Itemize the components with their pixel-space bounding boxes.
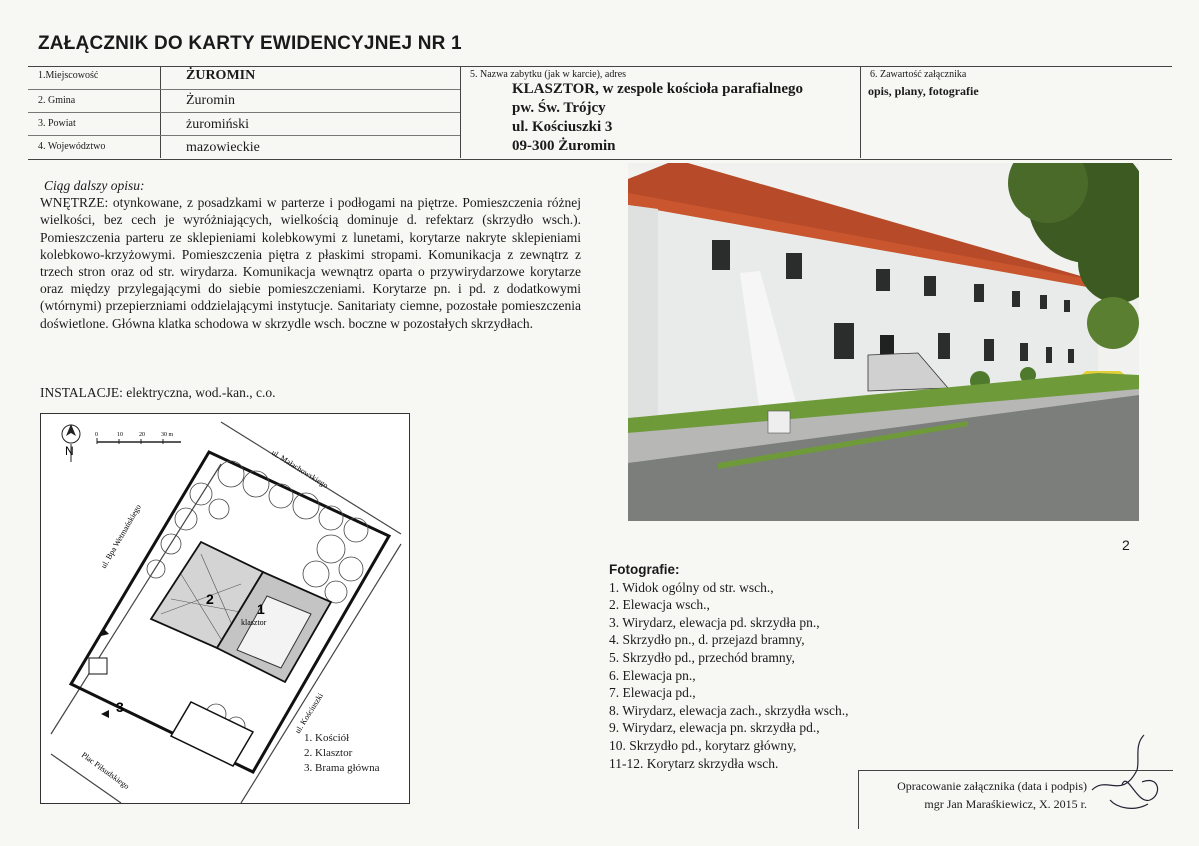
photo-list-item: 1. Widok ogólny od str. wsch.,	[609, 579, 774, 595]
table-divider	[460, 66, 461, 158]
signpost	[768, 411, 790, 433]
wojewodztwo-label: 4. Województwo	[38, 141, 106, 152]
photo-list-item: 2. Elewacja wsch.,	[609, 597, 710, 613]
map-legend	[304, 731, 379, 776]
map-number: 1	[257, 601, 265, 617]
description-block	[40, 177, 581, 332]
gmina-value: Żuromin	[186, 93, 235, 108]
scale-tick-label: 20	[139, 432, 145, 438]
photo-list-item: 11-12. Korytarz skrzydła wsch.	[609, 755, 779, 771]
scale-bar	[97, 438, 181, 444]
monument-dedication: pw. Św. Trójcy	[512, 100, 606, 116]
miejscowosc-label: 1.Miejscowość	[38, 70, 99, 81]
monument-name: KLASZTOR, w zespole kościoła parafialnego	[512, 81, 803, 97]
klasztor-label: klasztor	[241, 618, 267, 627]
street-label: ul. Bpa Wetmańskiego	[98, 502, 143, 570]
legend-item: 3. Brama główna	[304, 762, 380, 774]
miejscowosc-value: ŻUROMIN	[186, 68, 256, 83]
photo-list	[609, 561, 848, 772]
monument-address	[512, 80, 803, 156]
page-number: 2	[1122, 537, 1130, 553]
table-row-line	[28, 89, 460, 90]
facade-corner	[628, 205, 658, 418]
table-row-line	[28, 135, 460, 136]
scale-tick-label: 0	[95, 432, 98, 438]
signature-author: mgr Jan Maraśkiewicz, X. 2015 r.	[924, 797, 1087, 811]
photo-list-item: 4. Skrzydło pn., d. przejazd bramny,	[609, 632, 805, 648]
photo-list-item: 6. Elewacja pn.,	[609, 667, 696, 683]
photo-list-item: 5. Skrzydło pd., przechód bramny,	[609, 649, 795, 665]
gate-building	[171, 702, 253, 766]
street-label: Plac Piłsudskiego	[79, 750, 131, 791]
photo-list-item: 10. Skrzydło pd., korytarz główny,	[609, 737, 797, 753]
continued-label: Ciąg dalszy opisu:	[44, 178, 145, 193]
legend-item: 1. Kościół	[304, 732, 350, 744]
wojewodztwo-value: mazowieckie	[186, 140, 260, 155]
handwritten-signature	[1082, 730, 1172, 820]
table-divider	[860, 66, 861, 158]
monument-label: 5. Nazwa zabytku (jak w karcie), adres	[470, 69, 627, 80]
gmina-label: 2. Gmina	[38, 95, 76, 106]
tree	[1087, 297, 1139, 349]
photo-list-item: 3. Wirydarz, elewacja pd. skrzydła pn.,	[609, 614, 820, 630]
photo-list-item: 9. Wirydarz, elewacja pn. skrzydła pd.,	[609, 720, 820, 736]
scale-tick-label: 30 m	[161, 432, 174, 438]
legend-item: 2. Klasztor	[304, 747, 353, 759]
monument-postcode: 09-300 Żuromin	[512, 138, 616, 154]
document-title: ZAŁĄCZNIK DO KARTY EWIDENCYJNEJ NR 1	[38, 33, 462, 54]
table-row-line	[28, 112, 460, 113]
description-text: WNĘTRZE: otynkowane, z posadzkami w parterze i podłogami na piętrze. Pomieszczenia różnej wielkości, bez cech je wyróżniających, wielkością dominuje d. refektarz (skrzydło wsch.). Pomieszczenia parteru ze sklepieniami kolebkowymi z lunetami, korytarze nakryte sklepieniami kolebkowo-krzyżowymi. Pomieszczenia piętra z płaskimi stropami. Komunikacja z zewnątrz z trzech stron oraz od str. wirydarza. Komunikacja wewnątrz oparta o przywirydarzowe korytarze oraz między przylegającymi do siebie pomieszczeniami. Korytarze pn. i pd. z dodatkowymi (wtórnymi) przepierzniami oddzielającymi instytucje. Sanitariaty ciemne, pozostałe pomieszczenia doświetlone. Główna klatka schodowa w skrzydle wsch. boczne w pozostałych skrzydłach.	[40, 195, 581, 331]
building-photo	[628, 163, 1139, 521]
photo-list-heading: Fotografie:	[609, 562, 680, 577]
photo-list-item: 7. Elewacja pd.,	[609, 685, 696, 701]
map-number: 3	[116, 699, 124, 715]
signature-label: Opracowanie załącznika (data i podpis)	[897, 779, 1087, 793]
photo-list-item: 8. Wirydarz, elewacja zach., skrzydła wsch.,	[609, 702, 849, 718]
map-number: 2	[206, 591, 214, 607]
powiat-value: żuromiński	[186, 117, 249, 132]
powiat-label: 3. Powiat	[38, 118, 76, 129]
monument-street: ul. Kościuszki 3	[512, 119, 613, 135]
street-label: ul. Kościuszki	[293, 691, 325, 736]
scale-tick-label: 10	[117, 432, 123, 438]
installations-text: INSTALACJE: elektryczna, wod.-kan., c.o.	[40, 385, 276, 400]
outbuilding	[89, 658, 107, 674]
north-letter: N	[65, 444, 74, 458]
street-label: ul. Małachowskiego	[269, 448, 330, 491]
contents-label: 6. Zawartość załącznika	[870, 69, 967, 80]
contents-value: opis, plany, fotografie	[868, 84, 979, 98]
